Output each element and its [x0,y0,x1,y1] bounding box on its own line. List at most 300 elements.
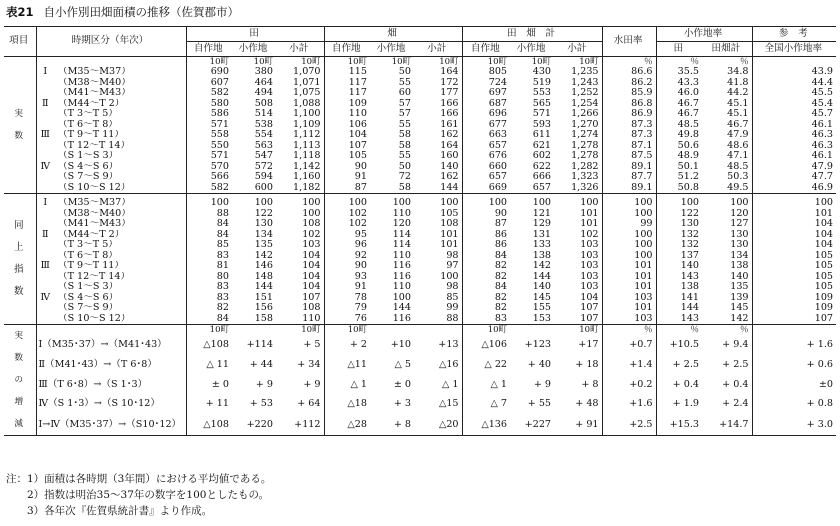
index-cell: 130 [730,229,749,240]
index-cell: 100 [602,251,656,262]
index-cell: 109 [752,303,836,314]
index-cell: 108 [440,219,459,229]
actual-cell: 1,075 [293,88,321,98]
change-cell: +0.7 [602,335,656,355]
index-cell: 108 [302,303,321,313]
change-cell: + 2.5 [722,358,749,370]
index-cell: 103 [580,271,599,282]
actual-cell: 1,142 [293,161,321,172]
index-cell: 120 [730,208,749,219]
index-cell: 82 [186,303,232,314]
change-cell: + 3.0 [752,415,836,436]
index-cell: 110 [392,282,412,292]
actual-cell: 554 [254,130,273,140]
index-cell: 90 [324,261,370,272]
index-cell: 138 [730,261,749,271]
index-cell: 138 [656,282,702,293]
index-label [4,194,36,325]
actual-cell: 51.2 [656,172,702,183]
actual-cell: 690 [186,67,232,78]
actual-cell: 48.5 [656,120,702,131]
actual-cell: 1,243 [571,77,599,88]
change-cell: +2.5 [602,415,656,436]
change-cell: + 3 [393,398,412,410]
change-cell: △20 [414,415,462,436]
index-cell: 100 [440,271,459,282]
index-group: Ⅰ [36,198,56,209]
index-cell: 91 [324,282,370,293]
actual-cell: 106 [324,120,370,131]
change-unit: 10町 [324,325,370,336]
header-tenancy-ta: 田 [656,42,702,57]
index-cell: 140 [532,282,552,292]
index-cell: 97 [446,261,459,271]
actual-cell: 47.7 [752,172,836,183]
index-cell: 141 [656,293,702,304]
change-unit: 10町 [186,325,232,336]
index-cell: 107 [580,303,599,313]
actual-cell: 43.9 [752,67,836,78]
header-ta-own: 自作地 [186,42,232,57]
index-period: （M38～M40） [58,208,131,219]
index-cell: 82 [462,272,510,283]
change-cell: △16 [438,358,459,370]
actual-label-char: 数 [14,131,23,141]
index-cell: 103 [602,293,656,304]
header-ta: 田 [186,27,324,42]
actual-unit [752,57,836,68]
actual-unit-row [4,57,836,68]
actual-cell: 663 [462,130,510,141]
actual-cell: 1,323 [571,172,599,182]
change-cell: △ 22 [462,355,510,375]
change-cell: +112 [276,415,324,436]
index-row [4,282,836,293]
actual-cell: 430 [532,67,552,77]
change-cell: △ 1 [441,378,459,390]
actual-cell: 657 [462,141,510,152]
index-cell: 96 [324,240,370,251]
change-unit [510,325,554,336]
index-cell: 100 [580,198,599,208]
change-cell: +10 [390,338,412,350]
actual-cell: 49.5 [727,182,749,193]
actual-cell: 50.3 [727,172,749,182]
index-cell: 100 [186,198,232,209]
index-cell: 138 [532,250,552,261]
change-unit: 10町 [276,325,324,336]
actual-period: （T 3～T 5） [58,109,118,119]
header-total-own: 自作地 [462,42,510,57]
index-cell: 140 [656,261,702,272]
actual-period: （T 9～T 11） [58,130,124,140]
index-cell: 114 [392,229,412,240]
index-cell: 144 [392,303,412,313]
actual-cell: 519 [532,77,552,88]
change-row [4,375,836,395]
index-group: Ⅳ [36,293,56,304]
actual-cell: 115 [324,67,370,78]
index-cell: 103 [580,282,599,292]
actual-cell: 109 [324,99,370,110]
actual-row [4,141,836,152]
index-period: （S 1～S 3） [58,282,119,292]
index-cell: 116 [392,271,412,282]
index-label-char: 上 [13,242,24,253]
change-cell: + 8 [581,378,599,390]
index-cell: 142 [254,250,273,261]
change-cell: +15.3 [656,415,702,436]
actual-cell: 140 [440,161,459,172]
index-cell: 107 [752,314,836,325]
change-cell: △106 [462,335,510,355]
actual-cell: 48.5 [727,161,749,172]
index-cell: 103 [602,314,656,325]
actual-cell: 594 [254,172,273,182]
actual-cell: 508 [254,98,273,109]
index-cell: 102 [580,229,599,240]
change-row [4,335,836,355]
index-cell: 135 [730,282,749,292]
index-cell: 148 [254,271,273,282]
index-cell: 105 [752,282,836,293]
index-period: （S 10～S 12） [58,313,131,324]
change-unit: ％ [602,325,656,336]
actual-cell: 666 [532,172,552,182]
index-cell: 104 [752,219,836,230]
change-cell: +0.2 [602,375,656,395]
index-cell: 84 [186,219,232,230]
actual-group: Ⅲ [36,130,56,141]
actual-row [4,120,836,131]
actual-cell: 85.9 [602,88,656,99]
index-cell: 84 [186,314,232,325]
index-cell: 101 [602,272,656,283]
actual-cell: 1,109 [293,119,321,130]
index-cell: 101 [602,261,656,272]
index-period: （M35～M37） [58,198,131,208]
actual-cell: 46.1 [752,151,836,162]
index-cell: 114 [392,240,412,250]
change-cell: △108 [186,335,232,355]
index-cell: 122 [656,209,702,220]
actual-cell: 571 [186,120,232,131]
change-cell: + 53 [249,398,273,410]
actual-cell: 58 [398,182,412,193]
index-cell: 83 [186,282,232,293]
change-cell: ± 0 [186,375,232,395]
index-cell: 100 [392,198,412,208]
change-cell: △136 [462,415,510,436]
index-row [4,303,836,314]
change-cell: + 2.4 [722,398,749,410]
actual-cell: 621 [532,140,552,151]
actual-unit: 10町 [232,57,276,68]
actual-cell: 45.7 [752,109,836,120]
data-table [4,26,836,436]
actual-cell: 89.1 [602,183,656,194]
index-row [4,293,836,304]
index-cell: 110 [302,313,321,324]
index-cell: 100 [602,198,656,209]
change-label-char: 減 [14,419,23,429]
actual-row [4,88,836,99]
index-cell: 102 [324,209,370,220]
actual-cell: 607 [186,78,232,89]
change-cell: +1.4 [602,355,656,375]
index-cell: 86 [462,240,510,251]
index-cell: 144 [254,282,273,292]
index-cell: 84 [186,230,232,241]
actual-cell: 657 [462,172,510,183]
actual-group [36,78,56,89]
actual-cell: 86.6 [602,67,656,78]
actual-cell: 571 [532,109,552,119]
actual-cell: 87.3 [602,130,656,141]
index-cell: 98 [446,282,459,292]
change-unit: ％ [656,325,702,336]
actual-cell: 162 [440,172,459,182]
actual-cell: 622 [532,161,552,172]
actual-cell: 48.6 [727,140,749,151]
index-group [36,303,56,314]
actual-cell: 550 [186,141,232,152]
index-group [36,251,56,262]
index-row [4,314,836,325]
change-label-char: 数 [14,353,23,363]
actual-period: （S 4～S 6） [58,161,119,172]
change-unit: 10町 [462,325,510,336]
change-period: Ⅱ（M41･43）→（T 6･8） [36,355,186,375]
actual-cell: 1,088 [293,98,321,109]
index-cell: 83 [186,251,232,262]
actual-cell: 1,100 [293,109,321,119]
header-period: 時期区分（年次） [36,27,186,57]
index-cell: 100 [752,198,836,209]
header-hata-tenant: 小作地 [370,42,414,57]
index-cell: 144 [656,303,702,314]
index-cell: 107 [302,292,321,303]
index-cell: 99 [446,303,459,313]
actual-cell: 60 [398,88,412,98]
actual-cell: 72 [398,172,412,182]
actual-cell: 657 [532,182,552,193]
actual-cell: 87.1 [602,141,656,152]
index-cell: 83 [186,293,232,304]
actual-cell: 50.8 [656,183,702,194]
actual-cell: 1,118 [293,151,321,161]
change-cell: +1.6 [602,395,656,415]
change-cell: +14.7 [702,415,752,436]
index-row [4,261,836,272]
actual-unit: 10町 [186,57,232,68]
index-cell: 142 [532,261,552,271]
actual-cell: 166 [440,98,459,109]
footnotes [6,471,271,519]
index-group [36,282,56,293]
actual-cell: 558 [186,130,232,141]
index-cell: 132 [656,230,702,241]
actual-period: （T 6～T 8） [58,119,118,130]
change-cell: △ 11 [186,355,232,375]
change-cell: + 0.4 [656,375,702,395]
change-cell: △28 [324,415,370,436]
actual-cell: 1,282 [571,161,599,172]
actual-group [36,141,56,152]
change-cell: + 2 [324,335,370,355]
change-cell: + 18 [575,358,599,370]
change-unit: ％ [702,325,752,336]
actual-cell: 50.1 [656,162,702,173]
actual-cell: 724 [462,78,510,89]
actual-cell: 572 [254,161,273,172]
change-cell: + 1.9 [656,395,702,415]
actual-cell: 602 [532,151,552,161]
header-paddy-rate: 水田率 [602,27,656,57]
index-label-char: 同 [13,220,24,231]
actual-cell: 611 [532,130,552,140]
change-row [4,415,836,436]
index-group [36,219,56,230]
actual-cell: 50 [398,67,412,77]
index-row [4,209,836,220]
change-row [4,355,836,375]
actual-group: Ⅳ [36,162,56,173]
index-group [36,272,56,283]
header-tenancy-rate: 小作地率 [656,27,752,42]
index-cell: 76 [324,314,370,325]
actual-cell: 172 [440,77,459,88]
actual-cell: 565 [532,98,552,109]
change-cell: +17 [578,338,599,350]
actual-cell: 144 [440,182,459,193]
index-period: （T 12～T 14） [58,271,131,282]
change-cell: +227 [510,415,554,436]
change-label-char: 実 [14,331,23,341]
actual-cell: 47.9 [752,162,836,173]
change-cell: + 0.8 [752,395,836,415]
change-unit [752,325,836,336]
header-ta-subtotal: 小計 [276,42,324,57]
index-group [36,314,56,325]
index-cell: 104 [302,250,321,261]
actual-row [4,67,836,78]
index-cell: 134 [730,250,749,261]
index-cell: 153 [532,313,552,324]
actual-group [36,120,56,131]
actual-cell: 44.2 [727,88,749,98]
index-cell: 121 [532,208,552,219]
actual-cell: 571 [186,151,232,162]
actual-cell: 586 [186,109,232,120]
index-cell: 101 [440,240,459,250]
change-cell: +114 [246,338,273,350]
index-cell: 122 [254,208,273,219]
index-group: Ⅱ [36,230,56,241]
change-label [4,325,36,436]
actual-row [4,109,836,120]
table-caption: 自小作別田畑面積の推移（佐賀郡市） [43,5,240,19]
actual-label-char: 実 [14,109,23,119]
change-unit: 10町 [554,325,602,336]
header-ref-national: 全国小作地率 [752,42,836,57]
index-cell: 145 [532,292,552,303]
index-period: （S 4～S 6） [58,292,119,303]
actual-period: （S 10～S 12） [58,182,131,193]
index-row [4,251,836,262]
change-period: Ⅰ（M35･37）→（M41･43） [36,335,186,355]
actual-period: （T 12～T 14） [58,140,131,151]
actual-cell: 805 [462,67,510,78]
actual-cell: 161 [440,119,459,130]
actual-row [4,183,836,194]
actual-row [4,99,836,110]
actual-cell: 177 [440,88,459,98]
actual-cell: 514 [254,109,273,119]
index-cell: 132 [656,240,702,251]
index-cell: 105 [440,208,459,219]
header-total-tenant: 小作地 [510,42,554,57]
index-cell: 103 [580,240,599,250]
actual-cell: 117 [324,88,370,99]
header-total-subtotal: 小計 [554,42,602,57]
actual-cell: 676 [462,151,510,162]
index-row [4,240,836,251]
actual-cell: 464 [254,77,273,88]
index-cell: 116 [392,261,412,271]
index-cell: 93 [324,272,370,283]
index-label-char: 指 [13,264,24,275]
index-cell: 130 [730,240,749,250]
change-cell: +220 [232,415,276,436]
change-cell: + 9.4 [722,338,749,350]
index-cell: 110 [392,208,412,219]
change-unit-blank [36,325,186,336]
actual-cell: 580 [186,99,232,110]
index-cell: 100 [440,198,459,208]
actual-cell: 162 [440,130,459,140]
index-cell: 104 [302,271,321,282]
change-cell: + 48 [575,398,599,410]
change-cell: △ 1 [324,375,370,395]
actual-group: Ⅱ [36,99,56,110]
header-ref: 参 考 [752,27,836,42]
actual-cell: 1,278 [571,140,599,151]
index-row [4,230,836,241]
actual-cell: 44.4 [752,78,836,89]
index-cell: 78 [324,293,370,304]
actual-cell: 1,326 [571,182,599,193]
change-cell: △11 [324,355,370,375]
actual-cell: 582 [186,183,232,194]
index-cell: 129 [532,219,552,229]
index-cell: 82 [462,303,510,314]
actual-cell: 46.1 [752,120,836,131]
index-cell: 120 [392,219,412,229]
change-cell: △18 [324,395,370,415]
index-cell: 101 [580,219,599,229]
change-cell: +123 [524,338,552,350]
actual-cell: 87.3 [602,120,656,131]
actual-row [4,162,836,173]
table-number: 表21 [6,5,34,19]
actual-cell: 563 [254,140,273,151]
change-cell: + 5 [303,338,321,350]
actual-cell: 160 [440,151,459,161]
actual-period: （M38～M40） [58,77,131,88]
index-cell: 146 [254,261,273,271]
actual-cell: 49.8 [656,130,702,141]
